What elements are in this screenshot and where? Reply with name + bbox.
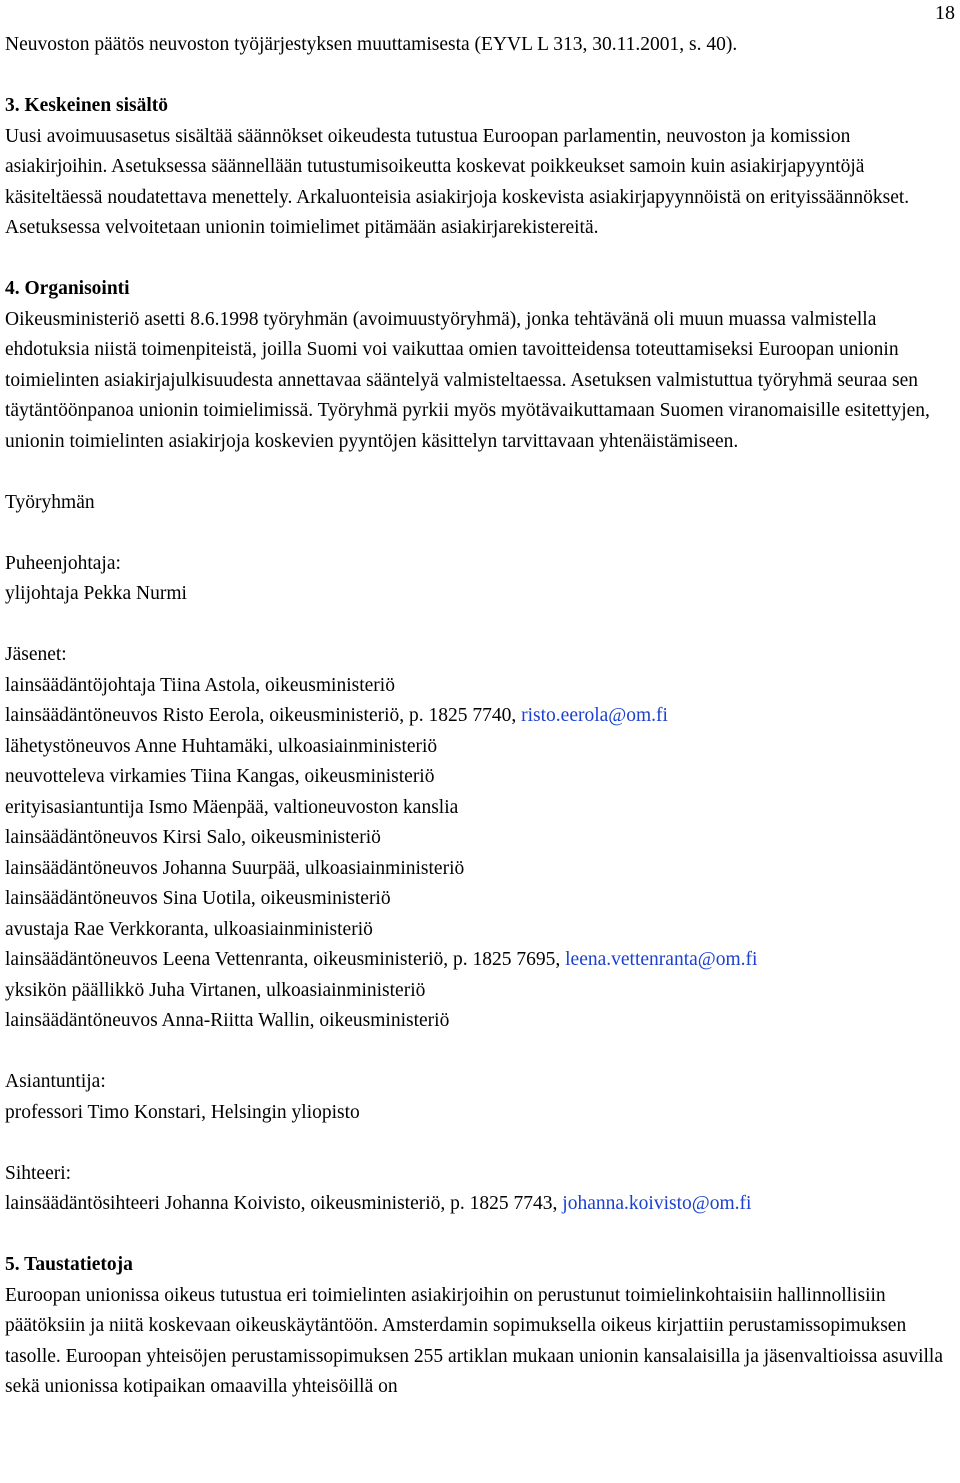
document-body	[5, 30, 955, 1403]
members-list	[5, 671, 955, 1037]
email-link[interactable]: risto.eerola@om.fi	[521, 705, 668, 726]
member-item: lainsäädäntöneuvos Anna-Riitta Wallin, oikeusministeriö	[5, 1010, 450, 1031]
section-5-heading: 5. Taustatietoja	[5, 1254, 133, 1275]
member-item: erityisasiantuntija Ismo Mäenpää, valtioneuvoston kanslia	[5, 796, 459, 818]
member-item: neuvotteleva virkamies Tiina Kangas, oikeusministeriö	[5, 766, 435, 787]
email-link[interactable]: leena.vettenranta@om.fi	[565, 949, 758, 970]
secretary-line: lainsäädäntösihteeri Johanna Koivisto, oikeusministeriö, p. 1825 7743, johanna.koivisto@om.fi	[5, 1193, 752, 1214]
member-item: lainsäädäntöneuvos Johanna Suurpää, ulkoasiainministeriö	[5, 857, 465, 879]
expert-name: professori Timo Konstari, Helsingin yliopisto	[5, 1101, 360, 1123]
intro-line: Neuvoston päätös neuvoston työjärjestyksen muuttamisesta (EYVL L 313, 30.11.2001, s. 40).	[5, 34, 738, 55]
member-item: lainsäädäntöneuvos Risto Eerola, oikeusministeriö, p. 1825 7740, risto.eerola@om.fi	[5, 705, 668, 726]
member-item: lainsäädäntöneuvos Leena Vettenranta, oikeusministeriö, p. 1825 7695, leena.vettenranta@om.fi	[5, 949, 758, 970]
member-item: lainsäädäntöneuvos Kirsi Salo, oikeusministeriö	[5, 827, 381, 848]
expert-label: Asiantuntija:	[5, 1071, 106, 1092]
section-4-body: Oikeusministeriö asetti 8.6.1998 työryhmän (avoimuustyöryhmä), jonka tehtävänä oli muun muassa valmistella ehdotuksia niistä toimenpiteistä, joilla Suomi voi vaikuttaa omien tavoitteidensa toteuttamiseksi Euroopan unionin toimielinten asiakirjajulkisuudesta annettavaa sääntelyä valmisteltaessa. Asetuksen valmistuttua työryhmä seuraa sen täytäntöönpanoa unionin toimielimissä. Työryhmä pyrkii myös myötävaikuttamaan Suomen viranomaisille esitettyjen, unionin toimielinten asiakirjoja koskevien pyyntöjen käsittelyn tarvittavaan yhtenäistämiseen.	[5, 308, 930, 452]
member-item: yksikön päällikkö Juha Virtanen, ulkoasiainministeriö	[5, 979, 426, 1001]
group-label: Työryhmän	[5, 491, 95, 513]
section-4-heading: 4. Organisointi	[5, 278, 130, 299]
member-item: lainsäädäntöneuvos Sina Uotila, oikeusministeriö	[5, 888, 391, 909]
page-number: 18	[935, 2, 955, 24]
member-item: avustaja Rae Verkkoranta, ulkoasiainministeriö	[5, 918, 373, 940]
chair-name: ylijohtaja Pekka Nurmi	[5, 583, 187, 604]
member-item: lainsäädäntöjohtaja Tiina Astola, oikeusministeriö	[5, 674, 395, 696]
section-3-body: Uusi avoimuusasetus sisältää säännökset oikeudesta tutustua Euroopan parlamentin, neuvoston ja komission asiakirjoihin. Asetuksessa säännellään tutustumisoikeutta koskevat poikkeukset samoin kuin asiakirjapyyntöjä käsiteltäessä noudatettava menettely. Arkaluonteisia asiakirjoja koskevista asiakirjapyynnöistä on erityissäännökset. Asetuksessa velvoitetaan unionin toimielimet pitämään asiakirjarekistereitä.	[5, 125, 910, 238]
chair-label: Puheenjohtaja:	[5, 552, 121, 574]
section-5-body: Euroopan unionissa oikeus tutustua eri toimielinten asiakirjoihin on perustunut toimielinkohtaisiin hallinnollisiin päätöksiin ja niitä koskevaan oikeuskäytäntöön. Amsterdamin sopimuksella oikeus kirjattiin perustamissopimuksen tasolle. Euroopan yhteisöjen perustamissopimuksen 255 artiklan mukaan unionin kansalaisilla ja jäsenvaltioissa asuvilla sekä unionissa kotipaikan omaavilla yhteisöillä on	[5, 1284, 943, 1397]
members-label: Jäsenet:	[5, 644, 67, 665]
member-item: lähetystöneuvos Anne Huhtamäki, ulkoasiainministeriö	[5, 735, 438, 757]
section-3-heading: 3. Keskeinen sisältö	[5, 95, 169, 116]
email-link[interactable]: johanna.koivisto@om.fi	[562, 1193, 752, 1214]
secretary-label: Sihteeri:	[5, 1162, 72, 1184]
